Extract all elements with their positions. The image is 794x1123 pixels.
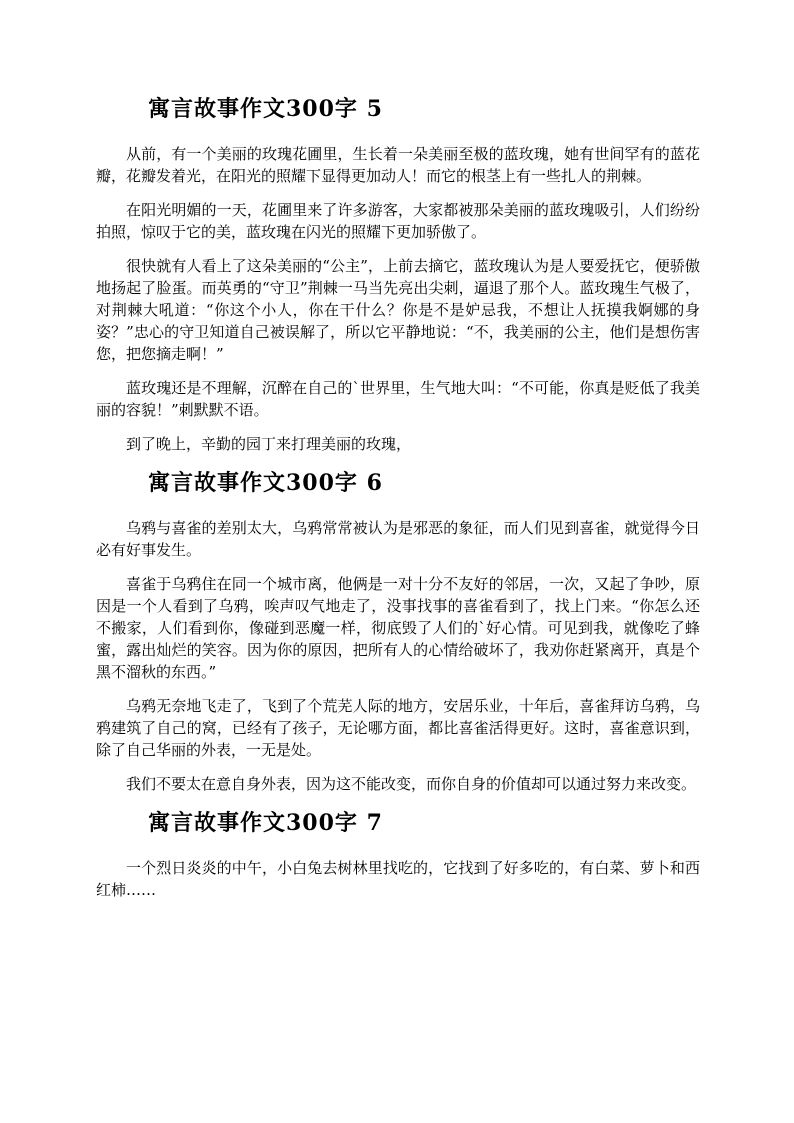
paragraph: 在阳光明媚的一天，花圃里来了许多游客，大家都被那朵美丽的蓝玫瑰吸引，人们纷纷拍照，惊叹于它的美，蓝玫瑰在闪光的照耀下更加骄傲了。 bbox=[96, 201, 700, 241]
paragraph: 乌鸦无奈地飞走了，飞到了个荒芜人际的地方，安居乐业，十年后，喜雀拜访乌鸦，乌鸦建筑了自己的窝，已经有了孩子，无论哪方面，都比喜雀活得更好。这时，喜雀意识到，除了自己华丽的外表，一无是处。 bbox=[96, 697, 700, 759]
paragraph: 很快就有人看上了这朵美丽的“公主”，上前去摘它，蓝玫瑰认为是人要爱抚它，便骄傲地扬起了脸蛋。而英勇的“守卫”荆棘一马当先亮出尖刺，逼退了那个人。蓝玫瑰生气极了，对荆棘大吼道：“你这个小人，你在干什么？你是不是妒忌我，不想让人抚摸我婀娜的身姿？”忠心的守卫知道自己被误解了，所以它平静地说：“不，我美丽的公主，他们是想伤害您，把您摘走啊！” bbox=[96, 257, 700, 363]
section-7 bbox=[96, 807, 700, 901]
document-body bbox=[96, 93, 700, 913]
paragraph: 从前，有一个美丽的玫瑰花圃里，生长着一朵美丽至极的蓝玫瑰，她有世间罕有的蓝花瓣，花瓣发着光，在阳光的照耀下显得更加动人！而它的根茎上有一些扎人的荆棘。 bbox=[96, 145, 700, 185]
section-6 bbox=[96, 467, 700, 795]
paragraph: 喜雀于乌鸦住在同一个城市离，他俩是一对十分不友好的邻居，一次，又起了争吵，原因是一个人看到了乌鸦，唉声叹气地走了，没事找事的喜雀看到了，找上门来。“你怎么还不搬家，人们看到你，像碰到恶魔一样，彻底毁了人们的`好心情。可见到我，就像吃了蜂蜜，露出灿烂的笑容。因为你的原因，把所有人的心情给破坏了，我劝你赶紧离开，真是个黑不溜秋的东西。” bbox=[96, 575, 700, 681]
paragraph: 我们不要太在意自身外表，因为这不能改变，而你自身的价值却可以通过努力来改变。 bbox=[126, 775, 697, 793]
paragraph: 一个烈日炎炎的中午，小白兔去树林里找吃的，它找到了好多吃的，有白菜、萝卜和西红柿…… bbox=[96, 859, 700, 899]
section-heading: 寓言故事作文300字 7 bbox=[148, 810, 383, 836]
paragraph: 蓝玫瑰还是不理解，沉醉在自己的`世界里，生气地大叫：“不可能，你真是贬低了我美丽的容貌！”刺默默不语。 bbox=[96, 379, 700, 419]
paragraph: 乌鸦与喜雀的差别太大，乌鸦常常被认为是邪恶的象征，而人们见到喜雀，就觉得今日必有好事发生。 bbox=[96, 519, 700, 559]
paragraph: 到了晚上，辛勤的园丁来打理美丽的玫瑰， bbox=[126, 435, 412, 453]
section-heading: 寓言故事作文300字 6 bbox=[148, 470, 383, 496]
section-heading: 寓言故事作文300字 5 bbox=[148, 96, 383, 122]
section-5 bbox=[96, 93, 700, 455]
